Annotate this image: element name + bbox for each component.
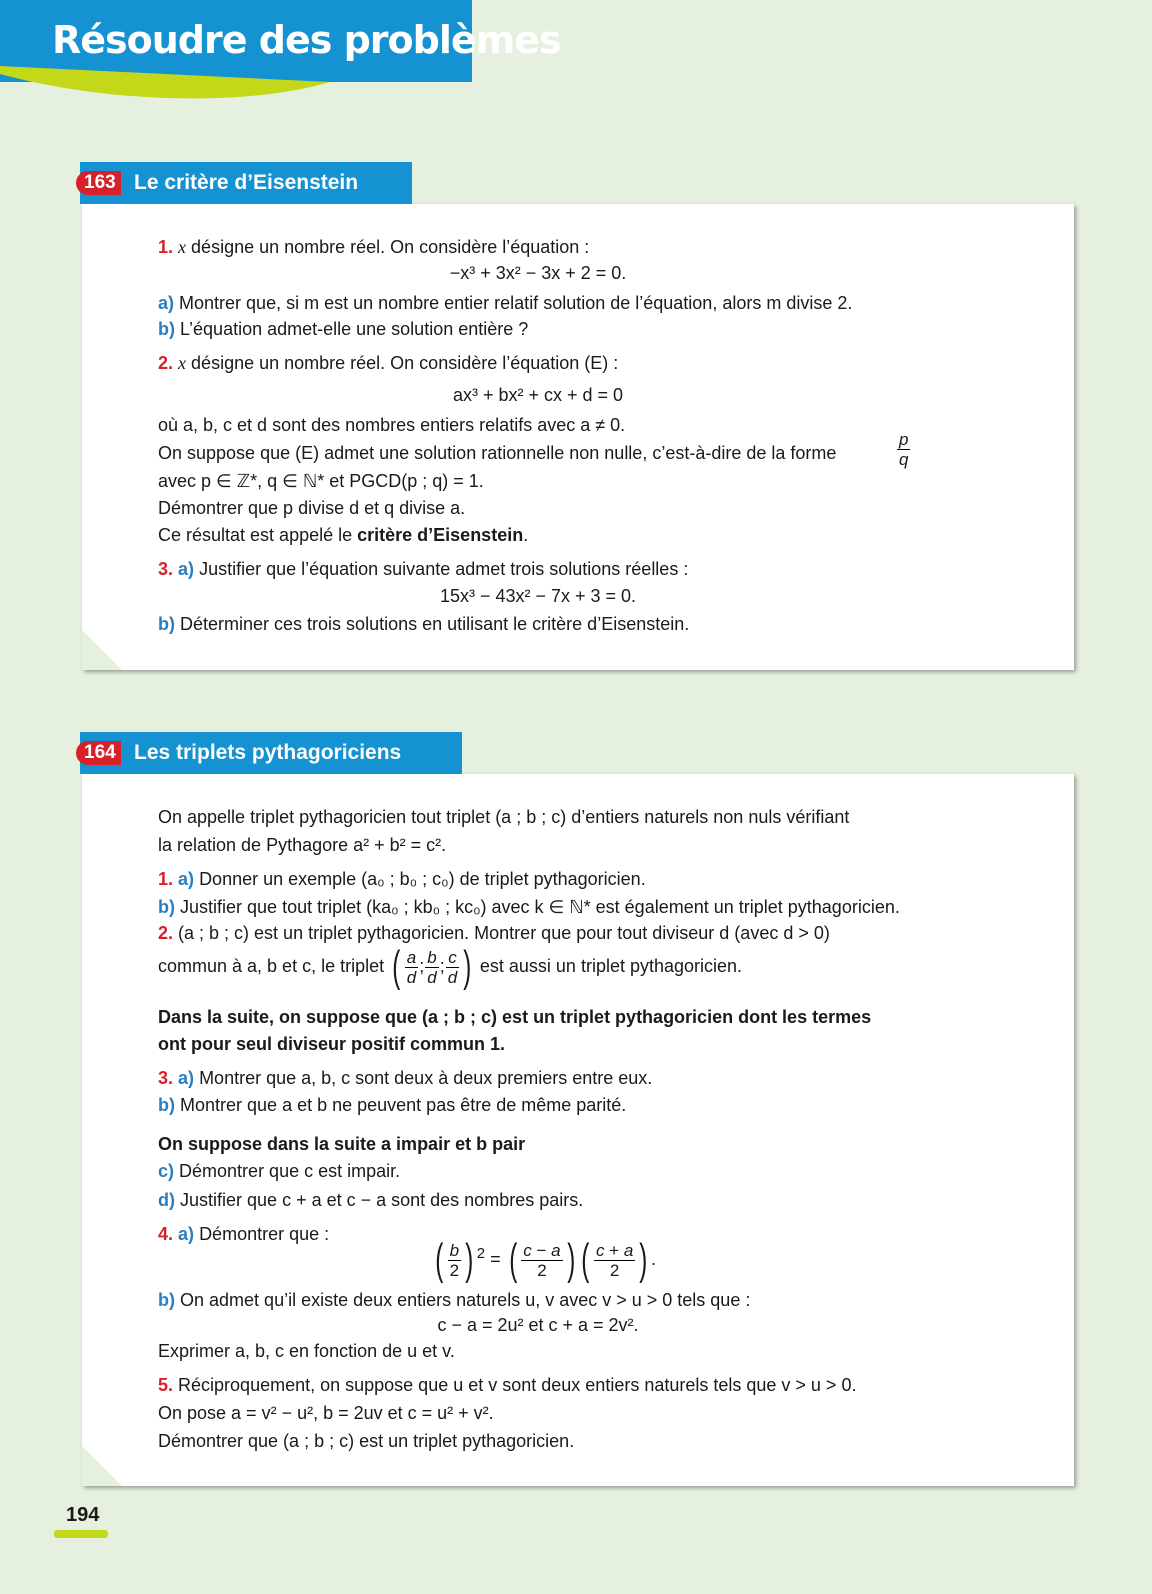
ex163-q1-equation: −x³ + 3x² − 3x + 2 = 0. bbox=[449, 263, 627, 283]
chapter-title: Résoudre des problèmes bbox=[52, 18, 561, 62]
page-number: 194 bbox=[66, 1504, 100, 1526]
ex163-q1a: a) Montrer que, si m est un nombre entier relatif solution de l’équation, alors m divise 2. bbox=[158, 293, 853, 313]
ex163-q2-equation: ax³ + bx² + cx + d = 0 bbox=[452, 385, 624, 405]
card-corner-notch bbox=[82, 1446, 122, 1486]
ex164-assumption-2: On suppose dans la suite a impair et b pair bbox=[158, 1134, 526, 1154]
exercise-title: Les triplets pythagoriciens bbox=[134, 741, 402, 764]
ex163-q2-line3: avec p ∈ ℤ*, q ∈ ℕ* et PGCD(p ; q) = 1. bbox=[158, 471, 484, 491]
page-number-underline bbox=[54, 1530, 108, 1538]
ex164-assumption-line1: Dans la suite, on suppose que (a ; b ; c) est un triplet pythagoricien dont les termes bbox=[158, 1007, 872, 1027]
ex164-q1a: 1. a) Donner un exemple (a₀ ; b₀ ; c₀) de triplet pythagoricien. bbox=[158, 869, 646, 889]
ex163-q3a: 3. a) Justifier que l’équation suivante admet trois solutions réelles : bbox=[158, 559, 689, 579]
exercise-number: 163 bbox=[76, 171, 121, 195]
exercise-164-header bbox=[80, 732, 462, 774]
ex163-q3b: b) Déterminer ces trois solutions en utilisant le critère d’Eisenstein. bbox=[158, 614, 690, 634]
ex164-q4b-equation: c − a = 2u² et c + a = 2v². bbox=[437, 1315, 639, 1335]
ex163-q2: 2. x désigne un nombre réel. On considère l’équation (E) : bbox=[158, 353, 619, 373]
ex164-q3b: b) Montrer que a et b ne peuvent pas être de même parité. bbox=[158, 1095, 627, 1115]
ex163-q2-line2: On suppose que (E) admet une solution rationnelle non nulle, c’est-à-dire de la forme bbox=[158, 443, 837, 463]
ex164-q2-line1: 2. (a ; b ; c) est un triplet pythagoricien. Montrer que pour tout diviseur d (avec d > 0) bbox=[158, 923, 830, 943]
ex163-q2-line4: Démontrer que p divise d et q divise a. bbox=[158, 498, 466, 518]
ex164-q4a: 4. a) Démontrer que : bbox=[158, 1224, 330, 1244]
ex164-q4b-line2: Exprimer a, b, c en fonction de u et v. bbox=[158, 1341, 455, 1361]
ex164-intro-line2: la relation de Pythagore a² + b² = c². bbox=[158, 835, 447, 855]
ex163-q2-line1: où a, b, c et d sont des nombres entiers relatifs avec a ≠ 0. bbox=[158, 415, 626, 435]
ex164-q1b: b) Justifier que tout triplet (ka₀ ; kb₀ ; kc₀) avec k ∈ ℕ* est également un triplet pythagoricien. bbox=[158, 897, 900, 917]
exercise-number: 164 bbox=[76, 741, 121, 765]
ex164-q4a-equation: ( $\frac{b}{2}$ ) $^2$ = ( $\frac{c - a}{2}$ ) ( $\frac{c + a}{2}$ ) . bbox=[435, 1235, 656, 1285]
fraction-p-over-q: p q bbox=[899, 430, 909, 469]
exercise-163-header bbox=[80, 162, 412, 204]
ex164-q2-line2: commun à a, b et c, le triplet ( $\frac{a}{d}$ ; $\frac{b}{d}$ ; $\frac{c}{d}$ ) est aussi un triplet pythagoricien. bbox=[158, 942, 743, 992]
ex163-q1b: b) L’équation admet-elle une solution entière ? bbox=[158, 319, 529, 339]
ex164-q5-line2: On pose a = v² − u², b = 2uv et c = u² + v². bbox=[158, 1403, 494, 1423]
card-corner-notch bbox=[82, 630, 122, 670]
ex163-q1: 1. x désigne un nombre réel. On considère l’équation : bbox=[158, 237, 590, 257]
exercise-title: Le critère d’Eisenstein bbox=[134, 171, 359, 194]
ex163-q3-equation: 15x³ − 43x² − 7x + 3 = 0. bbox=[439, 586, 637, 606]
ex164-q5-line3: Démontrer que (a ; b ; c) est un triplet pythagoricien. bbox=[158, 1431, 575, 1451]
ex164-q3a: 3. a) Montrer que a, b, c sont deux à deux premiers entre eux. bbox=[158, 1068, 653, 1088]
ex164-q5-line1: 5. Réciproquement, on suppose que u et v sont deux entiers naturels tels que v > u > 0. bbox=[158, 1375, 857, 1395]
ex164-q3d: d) Justifier que c + a et c − a sont des nombres pairs. bbox=[158, 1190, 584, 1210]
ex164-q4b: b) On admet qu’il existe deux entiers naturels u, v avec v > u > 0 tels que : bbox=[158, 1290, 751, 1310]
ex163-q2-line5: Ce résultat est appelé le critère d’Eisenstein. bbox=[158, 525, 529, 545]
ex164-intro-line1: On appelle triplet pythagoricien tout triplet (a ; b ; c) d’entiers naturels non nuls vérifiant bbox=[158, 807, 850, 827]
ex164-q3c: c) Démontrer que c est impair. bbox=[158, 1161, 401, 1181]
ex164-assumption-line2: ont pour seul diviseur positif commun 1. bbox=[158, 1034, 506, 1054]
header-swoosh bbox=[0, 66, 330, 106]
